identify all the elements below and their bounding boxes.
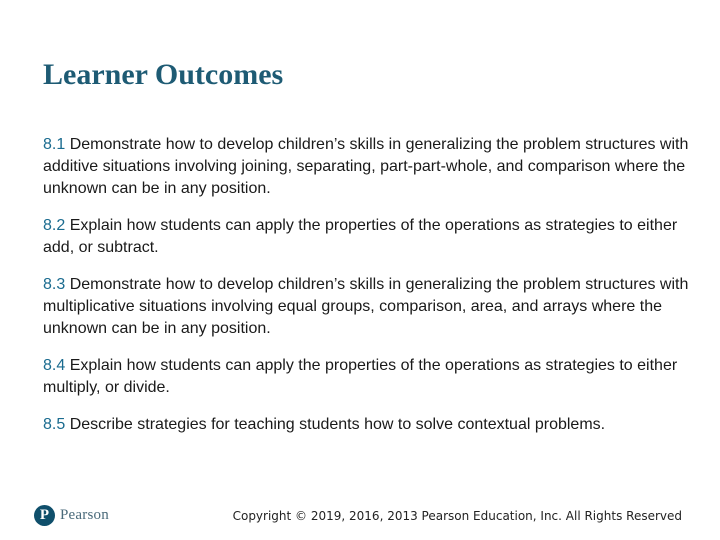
- outcome-number: 8.4: [43, 357, 66, 374]
- pearson-logo-wordmark: Pearson: [60, 507, 109, 523]
- slide-title: Learner Outcomes: [43, 58, 284, 91]
- pearson-logo: [34, 505, 109, 526]
- outcome-number: 8.2: [43, 217, 66, 234]
- outcome-text: Demonstrate how to develop children’s skills in generalizing the problem structures with multiplicative situations involving equal groups, comparison, area, and arrays where the unknown can be in any position.: [43, 276, 689, 337]
- outcome-item: [43, 274, 693, 340]
- pearson-logo-icon: P: [34, 505, 55, 526]
- outcome-text: Explain how students can apply the properties of the operations as strategies to either add, or subtract.: [43, 217, 678, 256]
- outcome-text: Explain how students can apply the properties of the operations as strategies to either multiply, or divide.: [43, 357, 678, 396]
- outcome-number: 8.3: [43, 276, 66, 293]
- outcome-item: [43, 134, 693, 200]
- learner-outcomes-list: [43, 134, 693, 451]
- outcome-number: 8.5: [43, 416, 66, 433]
- outcome-item: [43, 355, 693, 399]
- outcome-text: Describe strategies for teaching students how to solve contextual problems.: [65, 416, 606, 433]
- copyright-notice: Copyright © 2019, 2016, 2013 Pearson Education, Inc. All Rights Reserved: [232, 509, 682, 523]
- outcome-text: Demonstrate how to develop children’s skills in generalizing the problem structures with additive situations involving joining, separating, part-part-whole, and comparison where the unknown can be in any position.: [43, 136, 689, 197]
- outcome-item: [43, 215, 693, 259]
- outcome-item: [43, 414, 693, 436]
- outcome-number: 8.1: [43, 136, 66, 153]
